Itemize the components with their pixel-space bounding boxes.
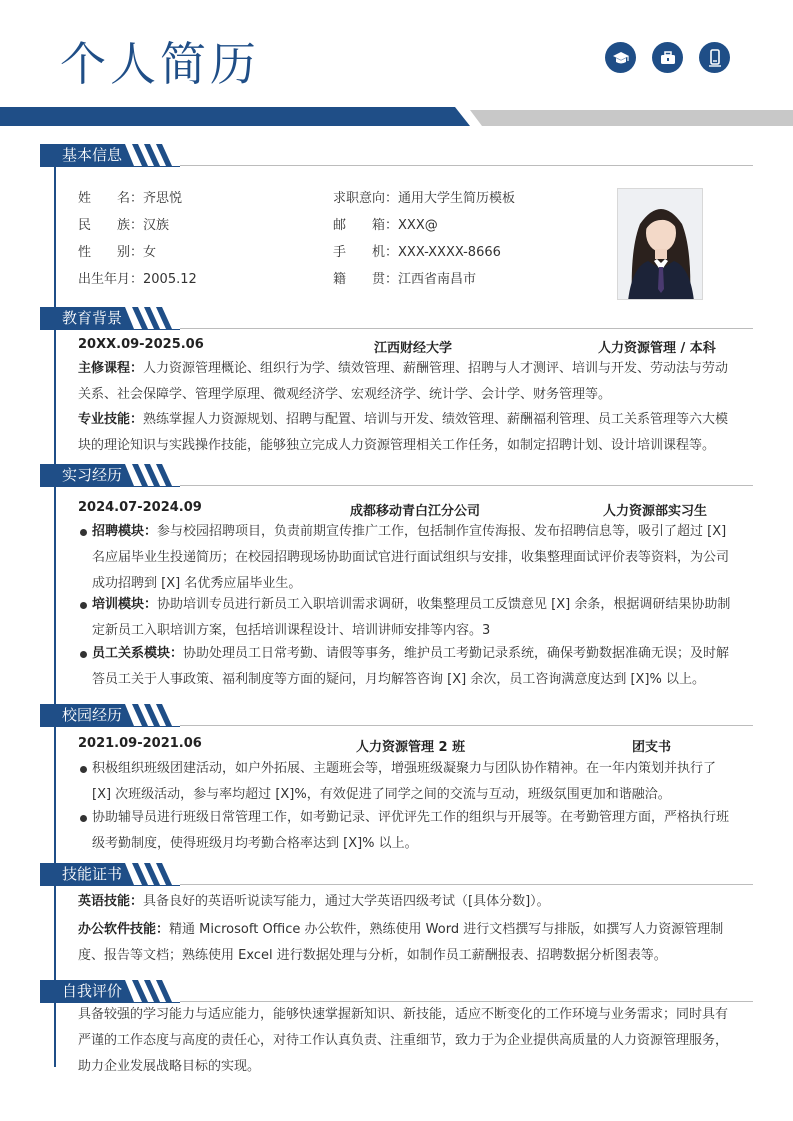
section-header-self-eval: [40, 980, 753, 1004]
stripes-decoration: [132, 863, 192, 885]
internship-period: 2024.07-2024.09: [78, 500, 202, 515]
stripes-decoration: [132, 307, 192, 329]
page-title: 个人简历: [60, 37, 260, 91]
internship-item: 员工关系模块：协助处理员工日常考勤、请假等事务，维护员工考勤记录系统，确保考勤数据准确无误；及时解答员工关于人事政策、福利制度等方面的疑问，月均解答咨询 [X] 余次，员工咨询满意度达到 [X]% 以上。: [78, 641, 738, 693]
section-title: 校园经历: [62, 706, 123, 724]
internship-role: 人力资源部实习生: [603, 504, 708, 519]
campus-row: [78, 736, 738, 756]
skills-office: 办公软件技能：精通 Microsoft Office 办公软件，熟练使用 Word 进行文档撰写与排版，如撰写人力资源管理制度、报告等文档；熟练使用 Excel 进行数据处理与分析，如制作员工薪酬报表、招聘数据分析图表等。: [78, 922, 724, 963]
section-title: 教育背景: [62, 309, 123, 327]
section-title: 技能证书: [62, 865, 123, 883]
internship-item: 招聘模块：参与校园招聘项目，负责前期宣传推广工作，包括制作宣传海报、发布招聘信息等，吸引了超过 [X] 名应届毕业生投递简历；在校园招聘现场协助面试官进行面试组织与安排，收集整理面试评价表等资料，为公司成功招聘到 [X] 名优秀应届毕业生。: [78, 519, 738, 597]
campus-item: 协助辅导员进行班级日常管理工作，如考勤记录、评优评先工作的组织与开展等。在考勤管理方面，严格执行班级考勤制度，使得班级月均考勤合格率达到 [X]% 以上。: [78, 805, 738, 857]
basic-birth: 出生年月：2005.12: [78, 272, 197, 287]
section-title: 基本信息: [62, 146, 123, 164]
section-title: 自我评价: [62, 982, 123, 1000]
header-bar-dark: [0, 107, 470, 126]
campus-org: 人力资源管理 2 班: [356, 740, 466, 755]
internship-row: [78, 500, 738, 520]
stripes-decoration: [132, 144, 192, 166]
basic-phone: 手 机：XXX-XXXX-8666: [333, 245, 501, 260]
basic-ethnicity: 民 族：汉族: [78, 218, 170, 233]
section-header-skills: [40, 863, 753, 887]
stripes-decoration: [132, 464, 192, 486]
section-title: 实习经历: [62, 466, 123, 484]
section-header-internship: [40, 464, 753, 488]
timeline-line: [54, 145, 56, 1067]
header-bar-grey: [470, 110, 793, 126]
skills-english: 英语技能：具备良好的英语听说读写能力，通过大学英语四级考试（[具体分数]）。: [78, 894, 550, 909]
basic-email: 邮 箱：XXX@: [333, 218, 438, 233]
campus-period: 2021.09-2021.06: [78, 736, 202, 751]
education-row: [78, 337, 738, 357]
briefcase-icon: [652, 42, 683, 73]
internship-company: 成都移动青白江分公司: [350, 504, 481, 519]
campus-role: 团支书: [632, 740, 672, 755]
phone-icon: [699, 42, 730, 73]
education-courses: 主修课程：人力资源管理概论、组织行为学、绩效管理、薪酬管理、招聘与人才测评、培训与开发、劳动法与劳动关系、社会保障学、管理学原理、微观经济学、宏观经济学、统计学、会计学、财务管理等。: [78, 361, 729, 402]
section-header-education: [40, 307, 753, 331]
profile-photo: [617, 188, 703, 300]
section-header-basic-info: [40, 144, 753, 168]
basic-gender: 性 别：女: [78, 245, 157, 260]
basic-name: 姓 名：齐思悦: [78, 191, 183, 206]
education-school: 江西财经大学: [374, 341, 453, 356]
graduation-cap-icon: [605, 42, 636, 73]
basic-hometown: 籍 贯：江西省南昌市: [333, 272, 477, 287]
stripes-decoration: [132, 704, 192, 726]
stripes-decoration: [132, 980, 192, 1002]
section-header-campus: [40, 704, 753, 728]
self-evaluation: 具备较强的学习能力与适应能力，能够快速掌握新知识、新技能，适应不断变化的工作环境与业务需求；同时具有严谨的工作态度与高度的责任心，对待工作认真负责、注重细节，致力于为企业提供高质量的人力资源管理服务，助力企业发展战略目标的实现。: [78, 1007, 729, 1074]
campus-item: 积极组织班级团建活动，如户外拓展、主题班会等，增强班级凝聚力与团队协作精神。在一年内策划并执行了 [X] 次班级活动，参与率均超过 [X]%，有效促进了同学之间的交流与互动，班级氛围更加和谐融洽。: [78, 756, 738, 808]
basic-job-intent: 求职意向：通用大学生简历模板: [333, 191, 516, 206]
education-major: 人力资源管理 / 本科: [598, 341, 716, 356]
education-skills: 专业技能：熟练掌握人力资源规划、招聘与配置、培训与开发、绩效管理、薪酬福利管理、员工关系管理等六大模块的理论知识与实践操作技能，能够独立完成人力资源管理相关工作任务，如制定招聘计划、设计培训课程等。: [78, 412, 729, 453]
internship-item: 培训模块：协助培训专员进行新员工入职培训需求调研，收集整理员工反馈意见 [X] 余条，根据调研结果协助制定新员工入职培训方案，包括培训课程设计、培训讲师安排等内容。3: [78, 592, 738, 644]
education-period: 20XX.09-2025.06: [78, 337, 204, 352]
